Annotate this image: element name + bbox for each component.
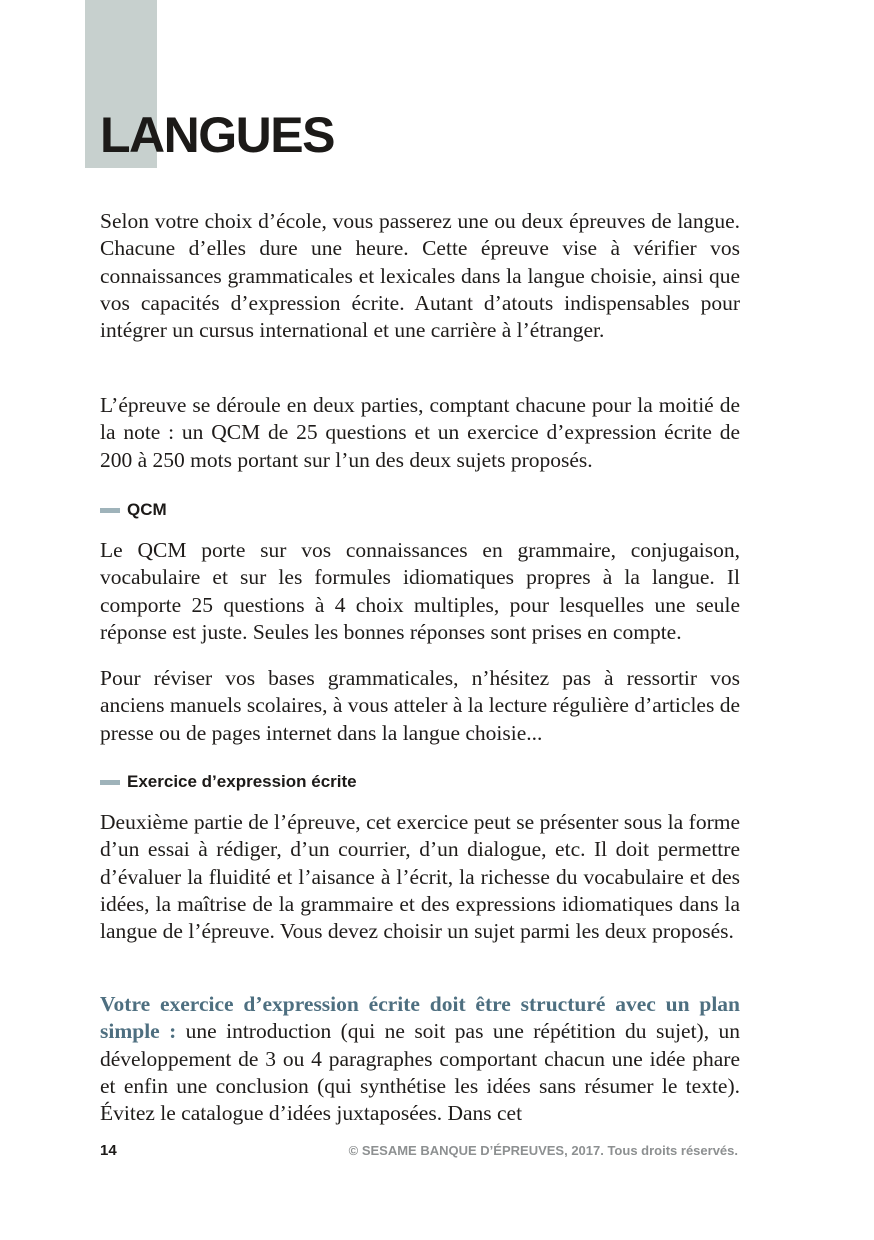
expression-paragraph-1: Deuxième partie de l’épreuve, cet exercice peut se présenter sous la forme d’un essai à rédiger, d’un courrier, d’un dialogue, etc. Il doit permettre d’évaluer la fluidité et l’aisance à l’écrit, la richesse du vocabulaire et des idées, la maîtrise de la grammaire et des expressions idiomatiques dans la langue de l’épreuve. Vous devez choisir un sujet parmi les deux proposés. xyxy=(100,810,740,944)
copyright-notice: © SESAME BANQUE D’ÉPREUVES, 2017. Tous droits réservés. xyxy=(348,1143,738,1158)
section-heading-label: Exercice d’expression écrite xyxy=(127,772,357,791)
dash-icon xyxy=(100,780,120,785)
expression-paragraph-2 xyxy=(100,991,740,1127)
page-number: 14 xyxy=(100,1142,117,1159)
page-title: LANGUES xyxy=(100,107,334,163)
intro-paragraph-1: Selon votre choix d’école, vous passerez une ou deux épreuves de langue. Chacune d’elles dure une heure. Cette épreuve vise à vérifier vos connaissances grammaticales et lexicales dans la langue choisie, ainsi que vos capacités d’expression écrite. Autant d’atouts indispensables pour intégrer un cursus international et une carrière à l’étranger. xyxy=(100,209,740,343)
paragraph-text: une introduction (qui ne soit pas une répétition du sujet), un développement de 3 ou 4 paragraphes comportant chacun une idée phare et enfin une conclusion (qui synthétise les idées sans résumer le texte). Évitez le catalogue d’idées juxtaposées. Dans cet xyxy=(100,1019,740,1126)
qcm-paragraph-2: Pour réviser vos bases grammaticales, n’hésitez pas à ressortir vos anciens manuels scolaires, à vous atteler à la lecture régulière d’articles de presse ou de pages internet dans la langue choisie... xyxy=(100,666,740,745)
section-heading-expression xyxy=(100,772,357,792)
section-heading-qcm xyxy=(100,500,167,520)
section-heading-label: QCM xyxy=(127,500,167,519)
intro-paragraph-2: L’épreuve se déroule en deux parties, comptant chacune pour la moitié de la note : un QCM de 25 questions et un exercice d’expression écrite de 200 à 250 mots portant sur l’un des deux sujets proposés. xyxy=(100,393,740,472)
dash-icon xyxy=(100,508,120,513)
qcm-paragraph-1: Le QCM porte sur vos connaissances en grammaire, conjugaison, vocabulaire et sur les formules idiomatiques propres à la langue. Il comporte 25 questions à 4 choix multiples, pour lesquelles une seule réponse est juste. Seules les bonnes réponses sont prises en compte. xyxy=(100,538,740,644)
highlighted-phrase: Votre exercice d’expression écrite doit être structuré avec un plan simple : xyxy=(100,992,740,1044)
